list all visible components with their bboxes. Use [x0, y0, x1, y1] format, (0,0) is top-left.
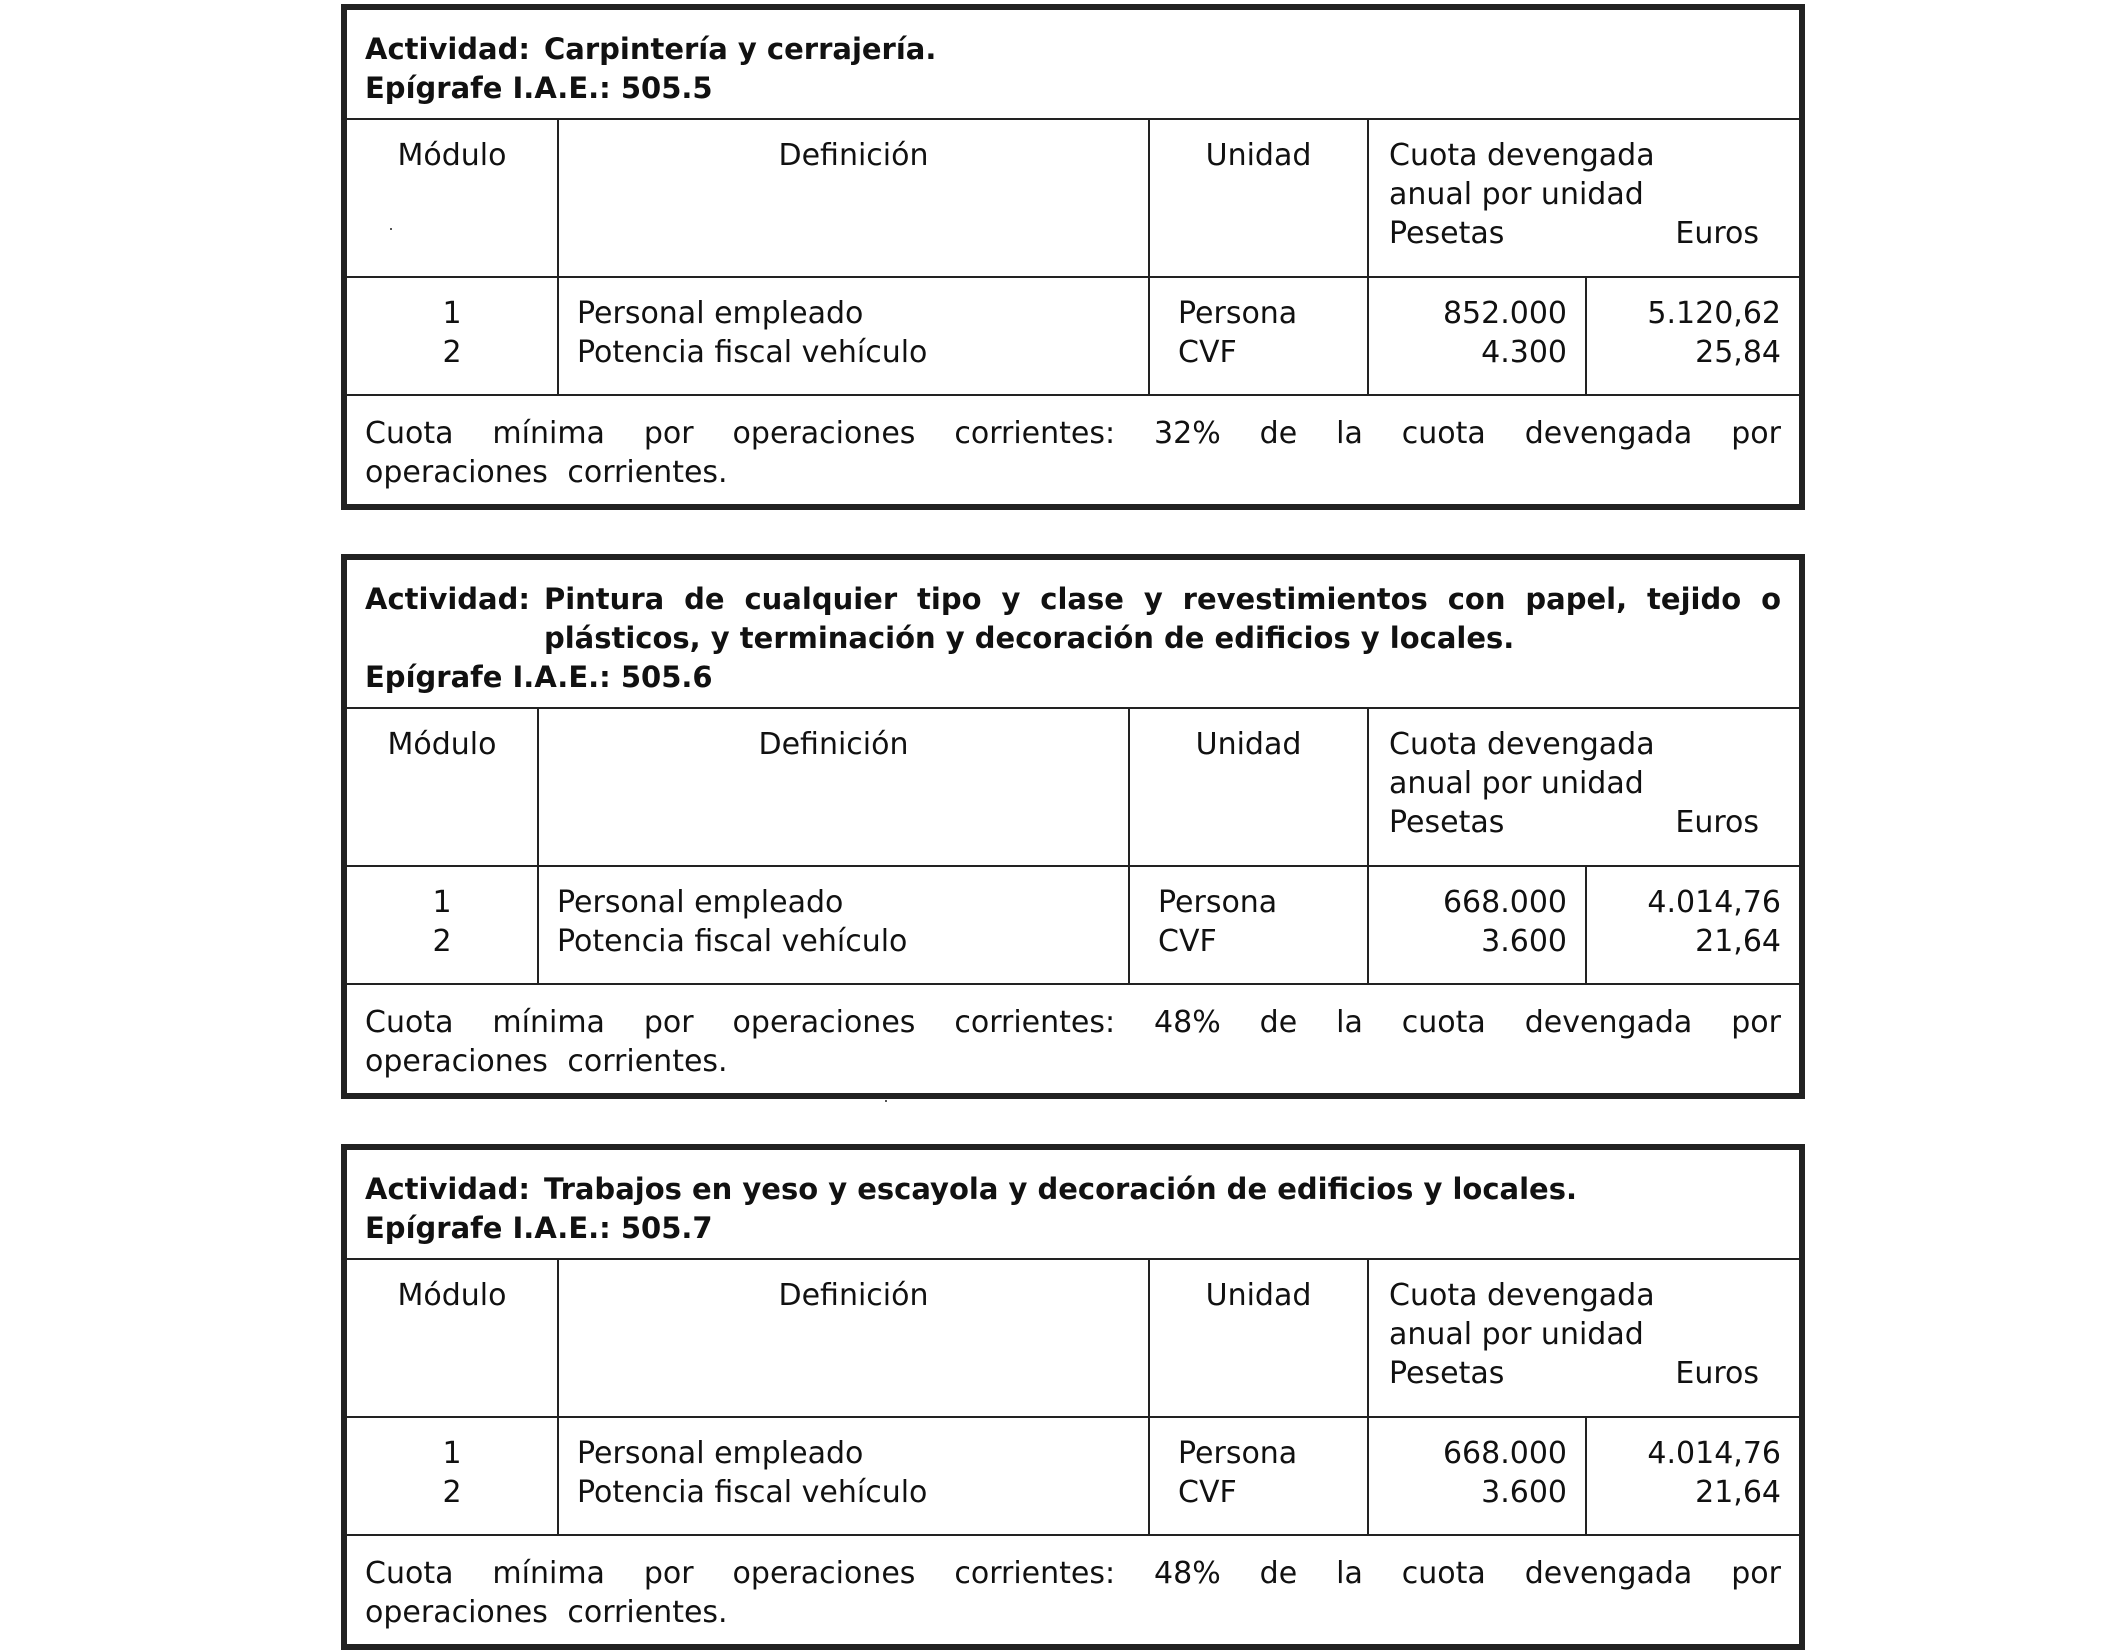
cuota-line2: anual por unidad [1389, 1317, 1644, 1352]
euros-cell: 5.120,62 [1647, 296, 1781, 331]
euros-cell: 21,64 [1695, 1475, 1781, 1510]
unidad-cell: CVF [1158, 924, 1217, 959]
col-header-unidad: Unidad [1149, 119, 1368, 277]
col-header-cuota [1368, 1259, 1800, 1417]
epigrafe-label: Epígrafe I.A.E.: [365, 71, 611, 105]
euros-label: Euros [1675, 805, 1759, 840]
pesetas-label: Pesetas [1389, 1356, 1505, 1391]
modules-table [345, 558, 1801, 1095]
activity-block-505-6 [341, 554, 1805, 1099]
table-row [346, 866, 1800, 984]
col-header-cuota [1368, 708, 1800, 866]
actividad-text: Trabajos en yeso y escayola y decoración de edificios y locales. [543, 1172, 1577, 1206]
modules-table [345, 1148, 1801, 1646]
definicion-cell: Potencia fiscal vehículo [577, 335, 928, 370]
pesetas-cell: 3.600 [1481, 924, 1567, 959]
epigrafe-label: Epígrafe I.A.E.: [365, 1211, 611, 1245]
cuota-minima-text: Cuota mínima por operaciones corrientes: 48% de la cuota devengada por operaciones corrientes. [346, 1535, 1800, 1645]
definicion-cell: Personal empleado [557, 885, 844, 920]
col-header-modulo: Módulo [346, 1259, 558, 1417]
epigrafe-label: Epígrafe I.A.E.: [365, 660, 611, 694]
cuota-line1: Cuota devengada [1389, 138, 1655, 173]
euros-cell: 4.014,76 [1647, 885, 1781, 920]
actividad-text: Carpintería y cerrajería. [543, 32, 937, 66]
actividad-label: Actividad: [365, 1172, 530, 1206]
col-header-definicion: Definición [558, 1259, 1149, 1417]
modules-table [345, 8, 1801, 506]
euros-cell: 21,64 [1695, 924, 1781, 959]
epigrafe-value: 505.5 [620, 71, 713, 105]
col-header-cuota [1368, 119, 1800, 277]
unidad-cell: Persona [1178, 1436, 1298, 1471]
definicion-cell: Personal empleado [577, 1436, 864, 1471]
pesetas-cell: 4.300 [1481, 335, 1567, 370]
modulo-cell: 2 [432, 924, 452, 959]
euros-cell: 4.014,76 [1647, 1436, 1781, 1471]
cuota-line1: Cuota devengada [1389, 727, 1655, 762]
cuota-line1: Cuota devengada [1389, 1278, 1655, 1313]
activity-block-505-5 [341, 4, 1805, 510]
modulo-cell: 1 [432, 885, 452, 920]
col-header-modulo: Módulo [346, 119, 558, 277]
definicion-cell: Personal empleado [577, 296, 864, 331]
definicion-cell: Potencia fiscal vehículo [557, 924, 908, 959]
definicion-cell: Potencia fiscal vehículo [577, 1475, 928, 1510]
actividad-label: Actividad: [365, 582, 530, 616]
modulo-cell: 2 [442, 335, 462, 370]
table-row [346, 277, 1800, 395]
col-header-modulo: Módulo [346, 708, 538, 866]
actividad-text: Pintura de cualquier tipo y clase y revestimientos con papel, tejido o plásticos, y terminación y decoración de edificios y locales. [543, 582, 1781, 655]
col-header-definicion: Definición [538, 708, 1129, 866]
unidad-cell: Persona [1178, 296, 1298, 331]
epigrafe-value: 505.6 [620, 660, 713, 694]
col-header-unidad: Unidad [1149, 1259, 1368, 1417]
activity-header [346, 559, 1800, 708]
cuota-minima-text: Cuota mínima por operaciones corrientes: 32% de la cuota devengada por operaciones corrientes. [346, 395, 1800, 505]
scan-speck [390, 228, 392, 230]
pesetas-cell: 852.000 [1442, 296, 1567, 331]
epigrafe-value: 505.7 [620, 1211, 713, 1245]
col-header-definicion: Definición [558, 119, 1149, 277]
table-row [346, 1417, 1800, 1535]
actividad-label: Actividad: [365, 32, 530, 66]
activity-header [346, 1149, 1800, 1259]
modulo-cell: 1 [442, 1436, 462, 1471]
unidad-cell: Persona [1158, 885, 1278, 920]
pesetas-cell: 3.600 [1481, 1475, 1567, 1510]
unidad-cell: CVF [1178, 1475, 1237, 1510]
euros-label: Euros [1675, 1356, 1759, 1391]
cuota-minima-text: Cuota mínima por operaciones corrientes: 48% de la cuota devengada por operaciones corrientes. [346, 984, 1800, 1094]
euros-label: Euros [1675, 216, 1759, 251]
pesetas-label: Pesetas [1389, 216, 1505, 251]
unidad-cell: CVF [1178, 335, 1237, 370]
modulo-cell: 2 [442, 1475, 462, 1510]
col-header-unidad: Unidad [1129, 708, 1368, 866]
pesetas-cell: 668.000 [1442, 1436, 1567, 1471]
pesetas-label: Pesetas [1389, 805, 1505, 840]
cuota-line2: anual por unidad [1389, 766, 1644, 801]
pesetas-cell: 668.000 [1442, 885, 1567, 920]
euros-cell: 25,84 [1695, 335, 1781, 370]
scan-speck [885, 1100, 887, 1102]
modulo-cell: 1 [442, 296, 462, 331]
cuota-line2: anual por unidad [1389, 177, 1644, 212]
activity-header [346, 9, 1800, 119]
activity-block-505-7 [341, 1144, 1805, 1650]
